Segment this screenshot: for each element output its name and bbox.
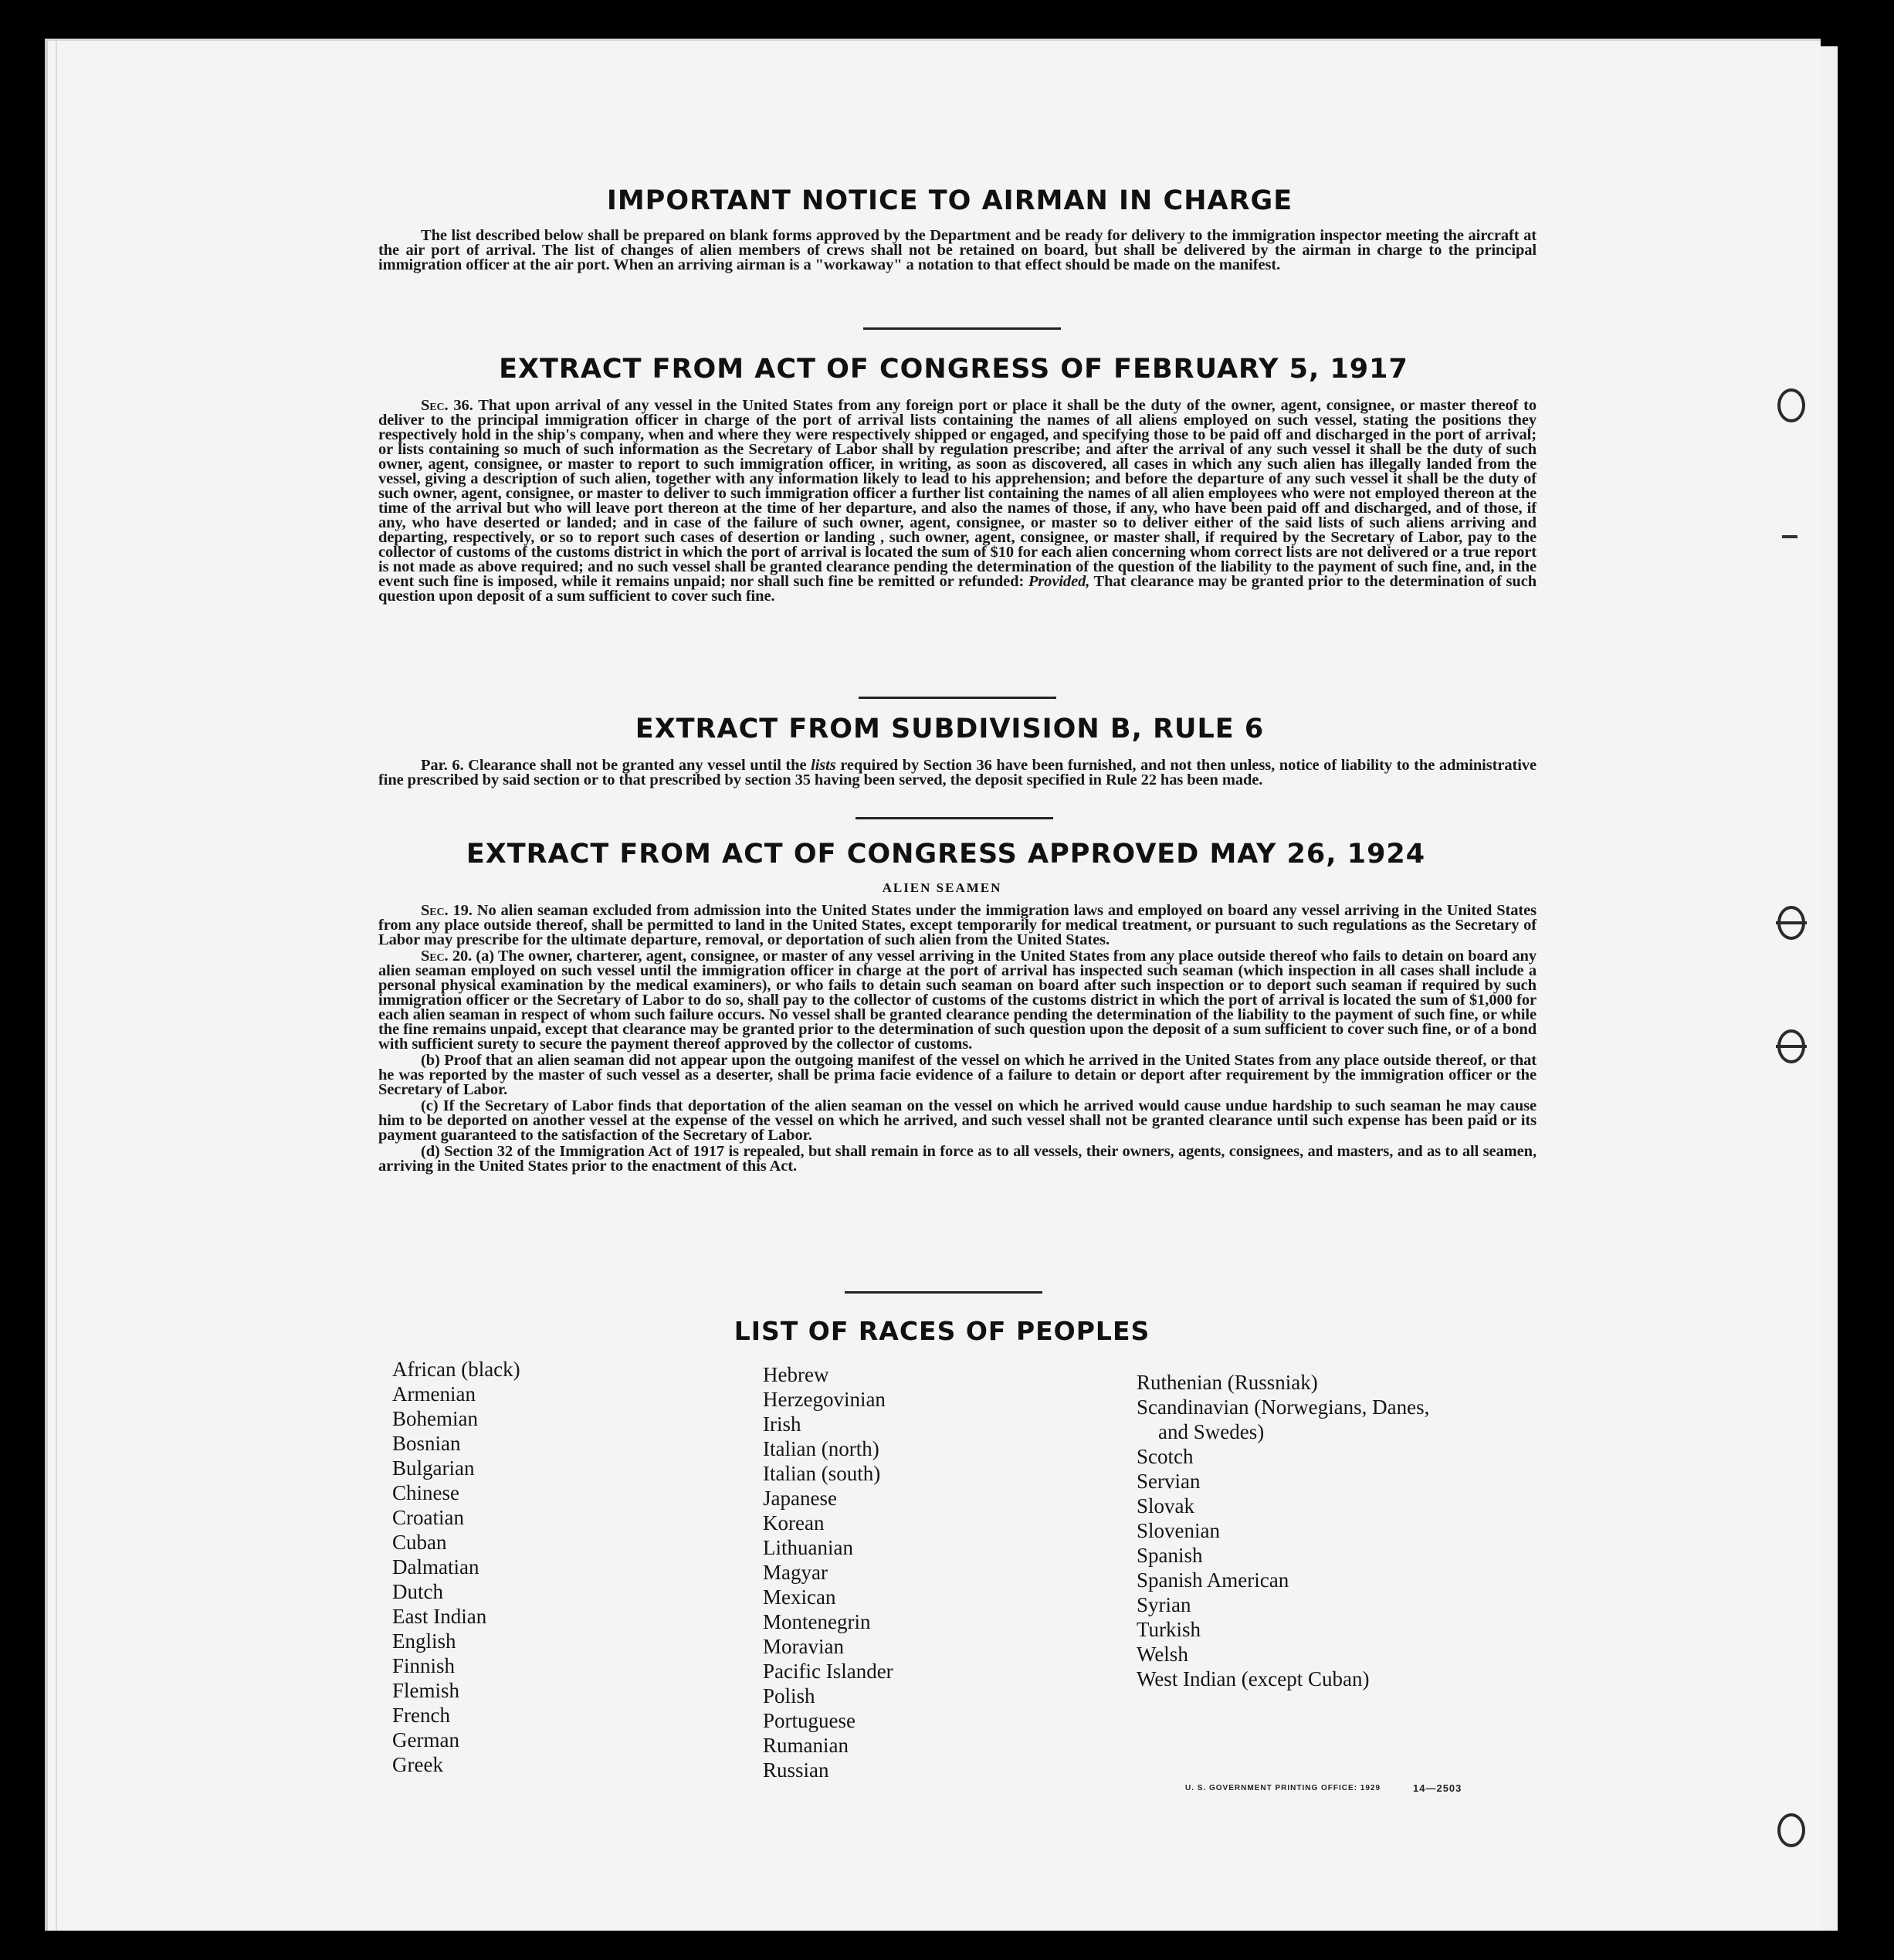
race-item: and Swedes) bbox=[1158, 1420, 1265, 1443]
notice-section bbox=[378, 185, 1537, 273]
races-column-2 bbox=[763, 1362, 893, 1782]
race-item: Ruthenian (Russniak) bbox=[1137, 1371, 1318, 1394]
race-item: Slovenian bbox=[1137, 1519, 1220, 1542]
section-divider bbox=[856, 817, 1053, 819]
race-item: Moravian bbox=[763, 1635, 844, 1658]
race-item: Spanish bbox=[1137, 1544, 1203, 1567]
race-item: Welsh bbox=[1137, 1643, 1188, 1666]
binder-hole bbox=[1777, 388, 1805, 422]
binder-hole bbox=[1777, 1813, 1805, 1847]
race-item: Flemish bbox=[392, 1679, 460, 1702]
race-item: Greek bbox=[392, 1753, 443, 1776]
section-divider bbox=[845, 1291, 1042, 1294]
race-item: German bbox=[392, 1728, 459, 1751]
race-item: Scotch bbox=[1137, 1445, 1194, 1468]
race-item: English bbox=[392, 1629, 456, 1653]
race-item: Scandinavian (Norwegians, Danes, bbox=[1137, 1395, 1430, 1419]
race-item: Finnish bbox=[392, 1654, 456, 1677]
alien-seamen-subtitle: ALIEN SEAMEN bbox=[882, 880, 1002, 895]
race-item: Russian bbox=[763, 1758, 829, 1782]
race-item: Japanese bbox=[763, 1487, 837, 1510]
binder-hole bbox=[1777, 906, 1805, 940]
race-item: Bulgarian bbox=[392, 1456, 475, 1480]
race-item: Dutch bbox=[392, 1580, 443, 1603]
race-item: Lithuanian bbox=[763, 1536, 853, 1559]
binder-hole bbox=[1777, 1029, 1805, 1063]
race-item: East Indian bbox=[392, 1605, 487, 1628]
race-item: Dalmatian bbox=[392, 1555, 479, 1579]
race-item: Korean bbox=[763, 1511, 825, 1534]
section-20c-text: (c) If the Secretary of Labor finds that deportation of the alien seaman on the vessel on which he arrived would cause undue hardship to such seaman he may cause him to be deported on another vessel at the expense of the vessel on which he arrived, and such vessel shall not be granted clearance until such expense has been paid or its payment guaranteed to the satisfaction of the Secretary of Labor. bbox=[378, 1097, 1537, 1144]
notice-text: The list described below shall be prepared on blank forms approved by the Department and be ready for delivery to the immigration inspector meeting the aircraft at the air port of arrival. The list of changes of alien members of crews shall not be retained on board, but shall be delivered by the airman in charge to the principal immigration officer at the air port. When an arriving airman is a "workaway" a notation to that effect should be made on the manifest. bbox=[378, 227, 1537, 273]
race-item: Servian bbox=[1137, 1470, 1201, 1493]
race-item: African (black) bbox=[392, 1358, 520, 1381]
race-item: Chinese bbox=[392, 1481, 459, 1504]
race-item: Turkish bbox=[1137, 1618, 1201, 1641]
rule-6-section bbox=[378, 714, 1537, 788]
act-1917-section bbox=[378, 354, 1537, 604]
race-item: Pacific Islander bbox=[763, 1660, 893, 1683]
race-item: Magyar bbox=[763, 1561, 828, 1584]
section-20a-text: Sec. 20. (a) The owner, charterer, agent, consignee, or master of any vessel arriving in the United States from any place outside thereof who fails to detain on board any alien seaman employed on such vessel until the immigration officer in charge at the port of arrival has inspected such seaman (which inspection in all cases shall include a personal physical examination by the medical examiners), or who fails to detain such seaman on board after such inspection or to deport such seaman if required by such immigration officer or the Secretary of Labor to do so, shall pay to the collector of customs of the customs district in which the port of arrival is located the sum of $1,000 for each alien seaman in respect of whom such failure occurs. No vessel shall be granted clearance pending the determination of the liability to the payment of such fine, or while the fine remains unpaid, except that clearance may be granted prior to the determination of such question upon the deposit of a sum sufficient to cover such fine, or of a bond with sufficient surety to secure the payment thereof approved by the collector of customs. bbox=[378, 948, 1537, 1053]
race-item: Mexican bbox=[763, 1585, 836, 1609]
notice-title: IMPORTANT NOTICE TO AIRMAN IN CHARGE bbox=[606, 185, 1293, 216]
printer-imprint: U. S. GOVERNMENT PRINTING OFFICE: 1929 bbox=[1185, 1784, 1381, 1792]
act-1917-title: EXTRACT FROM ACT OF CONGRESS OF FEBRUARY 5, 1917 bbox=[499, 354, 1408, 385]
section-divider bbox=[859, 697, 1056, 699]
races-column-3 bbox=[1137, 1370, 1429, 1691]
races-title: LIST OF RACES OF PEOPLES bbox=[734, 1316, 1150, 1346]
act-1917-text: Sec. 36. That upon arrival of any vessel in the United States from any foreign port or place it shall be the duty of the owner, agent, consignee, or master thereof to deliver to the principal immigration officer in charge of the port of arrival lists containing the names of all aliens employed on such vessel, stating the positions they respectively hold in the ship's company, when and where they were respectively shipped or engaged, and specifying those to be paid off and discharged in the port of arrival; or lists containing so much of such information as the Secretary of Labor shall by regulation prescribe; and after the arrival of any such vessel it shall be the duty of such owner, agent, consignee, or master to report to such immigration officer, in writing, as soon as discovered, all cases in which any such alien has illegally landed from the vessel, giving a description of such alien, together with any information likely to lead to his apprehension; and before the departure of any such vessel it shall be the duty of such owner, agent, consignee, or master to deliver to such immigration officer a further list containing the names of all alien employees who were not employed thereon at the time of the arrival but who will leave port thereon at the time of her departure, and also the names of those, if any, who have been paid off and discharged, and of those, if any, who have deserted or landed; and in case of the failure of such owner, agent, consignee, or master so to deliver either of the said lists of such aliens arriving and departing, respectively, or so to report such cases of desertion or landing , such owner, agent, consignee, or master shall, if required by the Secretary of Labor, pay to the collector of customs of the customs district in which the port of arrival is located the sum of $10 for each alien concerning whom correct lists are not delivered or a true report is not made as above required; and no such vessel shall be granted clearance pending the determination of the question of the liability to the payment of such fine, and, in the event such fine is imposed, while it remains unpaid; nor shall such fine be remitted or refunded: Provided, That clearance may be granted prior to the determination of such question upon deposit of a sum sufficient to cover such fine. bbox=[378, 397, 1537, 605]
race-item: Italian (south) bbox=[763, 1462, 881, 1485]
race-item: Hebrew bbox=[763, 1363, 829, 1386]
race-item: Portuguese bbox=[763, 1709, 856, 1732]
race-item: Syrian bbox=[1137, 1593, 1191, 1616]
race-item: Bohemian bbox=[392, 1407, 478, 1430]
section-20d-text: (d) Section 32 of the Immigration Act of 1917 is repealed, but shall remain in force as to all vessels, their owners, agents, consignees, and masters, and as to all seamen, arriving in the United States prior to the enactment of this Act. bbox=[378, 1143, 1537, 1175]
section-20b-text: (b) Proof that an alien seaman did not appear upon the outgoing manifest of the vessel on which he arrived in the United States from any place outside thereof, or that he was reported by the master of such vessel as a deserter, shall be prima facie evidence of a failure to detain or deport after requirement by the immigration officer or the Secretary of Labor. bbox=[378, 1052, 1537, 1098]
rule-6-title: EXTRACT FROM SUBDIVISION B, RULE 6 bbox=[635, 714, 1265, 744]
race-item: Montenegrin bbox=[763, 1610, 871, 1633]
race-item: Italian (north) bbox=[763, 1437, 879, 1460]
races-column-1 bbox=[392, 1357, 520, 1777]
section-19-text: Sec. 19. No alien seaman excluded from admission into the United States under the immigration laws and employed on board any vessel arriving in the United States from any place outside thereof, shall be permitted to land in the United States, except temporarily for medical treatment, or pursuant to such regulations as the Secretary of Labor may prescribe for the ultimate departure, removal, or deportation of such alien from the United States. bbox=[378, 902, 1537, 948]
race-item: Cuban bbox=[392, 1531, 447, 1554]
rule-6-text: Par. 6. Clearance shall not be granted any vessel until the lists required by Section 36 have been furnished, and not then unless, notice of liability to the administrative fine prescribed by said section or to that prescribed by section 35 having been served, the deposit specified in Rule 22 has been made. bbox=[378, 757, 1537, 788]
form-number: 14—2503 bbox=[1413, 1782, 1462, 1794]
binder-mark bbox=[1782, 535, 1797, 538]
act-1924-section bbox=[378, 839, 1537, 1174]
section-divider bbox=[863, 327, 1061, 330]
race-item: Irish bbox=[763, 1412, 801, 1436]
race-item: Polish bbox=[763, 1684, 815, 1707]
race-item: Herzegovinian bbox=[763, 1388, 886, 1411]
race-item: Rumanian bbox=[763, 1734, 849, 1757]
race-item: French bbox=[392, 1704, 450, 1727]
race-item: West Indian (except Cuban) bbox=[1137, 1667, 1370, 1690]
race-item: Spanish American bbox=[1137, 1568, 1289, 1592]
race-item: Bosnian bbox=[392, 1432, 461, 1455]
race-item: Armenian bbox=[392, 1382, 476, 1406]
act-1924-title: EXTRACT FROM ACT OF CONGRESS APPROVED MAY 26, 1924 bbox=[466, 839, 1426, 870]
race-item: Croatian bbox=[392, 1506, 464, 1529]
race-item: Slovak bbox=[1137, 1494, 1195, 1517]
